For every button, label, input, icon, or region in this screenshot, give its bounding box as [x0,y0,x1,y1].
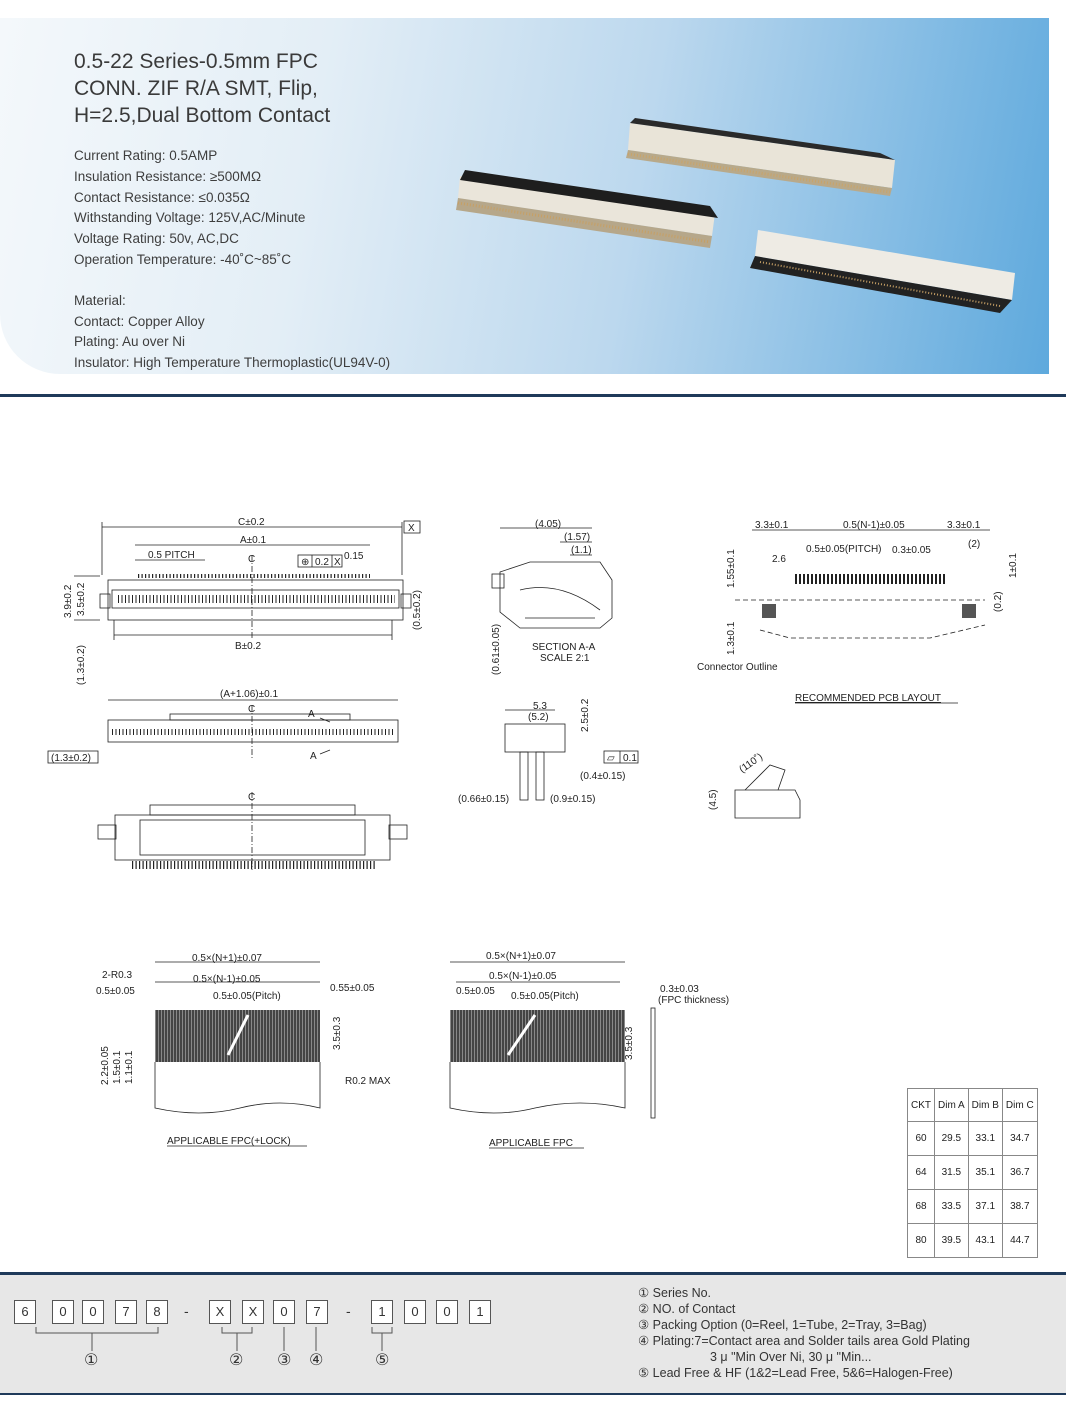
title-line: H=2.5,Dual Bottom Contact [74,104,331,127]
fpc-lock-h3: 1.5±0.1 [112,1050,123,1084]
fpc-lock-h4: 1.1±0.1 [124,1050,135,1084]
legend-item: ① Series No. [638,1286,712,1300]
fpc-lock-h1: 3.5±0.3 [332,1016,343,1050]
spec-insulation: Insulation Resistance: ≥500MΩ [74,168,262,184]
col-ckt: CKT [908,1089,935,1122]
fpc-lock-rmax: R0.2 MAX [345,1076,391,1087]
dim-35: 3.5±0.2 [76,582,87,616]
section-scale: SCALE 2:1 [540,653,590,664]
cell: 60 [908,1122,935,1156]
table-row [908,1190,1038,1224]
connector-outline-label: Connector Outline [697,662,778,673]
table-row [908,1224,1038,1258]
pn-digit: 0 [52,1300,74,1324]
dim-39: 3.9±0.2 [63,584,74,618]
fpc-lock-w1: 0.5×(N+1)±0.07 [192,953,262,964]
pn-dash: - [184,1303,189,1319]
pn-connectors [0,1275,620,1393]
circle-1: ① [84,1350,99,1369]
fpc-w2: 0.5×(N-1)±0.05 [489,971,557,982]
dim-157: (1.57) [564,532,591,543]
material-plating: Plating: Au over Ni [74,334,186,350]
centerline-label-3: C [248,792,256,803]
table-header [908,1089,1038,1122]
spec-withstanding: Withstanding Voltage: 125V,AC/Minute [74,210,306,226]
flip-height: (4.5) [708,789,719,810]
material-heading: Material: [74,292,126,308]
tol-position: ⊕ [301,557,310,568]
pcb-dim-26: 2.6 [772,554,786,565]
spec-list [74,146,390,374]
pcb-dim-05n1: 0.5(N-1)±0.05 [843,520,905,531]
legend-item: 3 μ "Min Over Ni, 30 μ "Min... [710,1350,872,1364]
cell: 64 [908,1156,935,1190]
fpc-h1: 3.5±0.3 [624,1026,635,1060]
legend-item: ② NO. of Contact [638,1302,736,1316]
fpc-w3: 0.5±0.05 [456,986,495,997]
connector-image [750,230,1015,313]
dim-pitch: 0.5 PITCH [148,550,195,561]
pn-digit: 1 [371,1300,393,1324]
pcb-dim-33a: 3.3±0.1 [755,520,789,531]
fpc-lock-w5: 0.5±0.05(Pitch) [213,991,281,1002]
dim-52: (5.2) [528,712,549,723]
bottom-view [98,792,407,870]
material-insulator: Insulator: High Temperature Thermoplastic(UL94V-0) [74,355,391,371]
dim-066: (0.66±0.15) [458,794,510,805]
part-number-code [0,1275,620,1393]
pn-digit: 6 [14,1300,36,1324]
cell: 38.7 [1002,1190,1037,1224]
top-view [63,517,423,685]
pn-digit: X [209,1300,231,1324]
pcb-dim-03: 0.3±0.05 [892,545,931,556]
dim-25: 2.5±0.2 [580,698,591,732]
fpc-title: APPLICABLE FPC [489,1138,573,1149]
pcb-dim-2: (2) [968,539,981,550]
title-line: 0.5-22 Series-0.5mm FPC [74,50,318,73]
cell: 37.1 [968,1190,1002,1224]
fpc-lock-h2: 2.2±0.05 [100,1046,111,1085]
header-banner [0,18,1049,374]
pn-digit: 8 [146,1300,168,1324]
section-view [491,519,612,675]
circle-3: ③ [277,1350,292,1369]
pn-digit: 0 [436,1300,458,1324]
side-view [48,689,398,764]
fpc-lock-w2: 0.5×(N-1)±0.05 [193,974,261,985]
spec-contact-resistance: Contact Resistance: ≤0.035Ω [74,189,250,205]
pcb-layout [697,520,1019,818]
section-mark-a-2: A [310,751,317,762]
fpc-drawing [450,951,729,1149]
dim-015: 0.15 [344,551,364,562]
cell: 33.5 [935,1190,969,1224]
centerline-label: C [248,554,256,565]
centerline-label-2: C [248,704,256,715]
dim-13: (1.3±0.2) [76,645,87,685]
title-line: CONN. ZIF R/A SMT, Flip, [74,77,318,100]
cell: 43.1 [968,1224,1002,1258]
fpc-w5: 0.5±0.05(Pitch) [511,991,579,1002]
connector-image [626,118,895,196]
cell: 68 [908,1190,935,1224]
col-dim-b: Dim B [968,1089,1002,1122]
cell: 34.7 [1002,1122,1037,1156]
material-contact: Contact: Copper Alloy [74,313,205,329]
spec-voltage: Voltage Rating: 50v, AC,DC [74,231,239,247]
legend-item: ④ Plating:7=Contact area and Solder tails area Gold Plating [638,1334,970,1348]
dim-13b: (1.3±0.2) [51,753,91,764]
cell: 35.1 [968,1156,1002,1190]
dim-c: C±0.2 [238,517,265,528]
pcb-dim-pitch: 0.5±0.05(PITCH) [806,544,882,555]
cell: 31.5 [935,1156,969,1190]
fpc-thk-label: (FPC thickness) [658,995,730,1006]
fpc-lock-w3: 0.5±0.05 [96,986,135,997]
section-divider [0,394,1066,397]
pn-digit: 0 [404,1300,426,1324]
part-number-footer [0,1272,1066,1395]
product-title [74,48,330,129]
part-number-legend [638,1285,970,1381]
dim-061: (0.61±0.05) [491,623,502,675]
pn-digit: 1 [469,1300,491,1324]
fpc-lock-drawing [96,953,391,1147]
col-dim-a: Dim A [935,1089,969,1122]
pn-digit: 0 [82,1300,104,1324]
tol-flat-val: 0.1 [623,753,637,764]
fpc-lock-title: APPLICABLE FPC(+LOCK) [167,1136,291,1147]
pcb-dim-155: 1.55±0.1 [726,549,737,588]
cell: 80 [908,1224,935,1258]
dim-05: (0.5±0.2) [412,590,423,630]
spec-temperature: Operation Temperature: -40˚C~85˚C [74,251,291,267]
connector-image [456,170,718,248]
pn-digit: 7 [306,1300,328,1324]
technical-drawing [0,500,1066,1180]
cell: 29.5 [935,1122,969,1156]
table-row [908,1122,1038,1156]
tol-flat: ⏥ [607,753,615,764]
dim-04: (0.4±0.15) [580,771,626,782]
legend-item: ⑤ Lead Free & HF (1&2=Lead Free, 5&6=Halogen-Free) [638,1366,953,1380]
fpc-lock-r: 2-R0.3 [102,970,133,981]
pn-digit: 7 [115,1300,137,1324]
tol-datum: X [334,557,341,568]
section-label: SECTION A-A [532,642,596,653]
spec-current: Current Rating: 0.5AMP [74,148,218,163]
cell: 36.7 [1002,1156,1037,1190]
connector-photo [440,118,1040,338]
side-profile [458,698,638,805]
fpc-thk: 0.3±0.03 [660,984,699,995]
legend-item: ③ Packing Option (0=Reel, 1=Tube, 2=Tray, 3=Bag) [638,1318,927,1332]
cell: 44.7 [1002,1224,1037,1258]
tol-value: 0.2 [315,557,329,568]
pcb-dim-33b: 3.3±0.1 [947,520,981,531]
pn-dash: - [346,1303,351,1319]
pcb-layout-title: RECOMMENDED PCB LAYOUT [795,693,941,704]
pcb-dim-02: (0.2) [993,591,1004,612]
circle-2: ② [229,1350,244,1369]
circle-4: ④ [309,1350,324,1369]
fpc-lock-w4: 0.55±0.05 [330,983,375,994]
pcb-dim-1: 1±0.1 [1008,553,1019,578]
circle-5: ⑤ [375,1350,390,1369]
dim-a106: (A+1.06)±0.1 [220,689,279,700]
fpc-w1: 0.5×(N+1)±0.07 [486,951,556,962]
dim-11: (1.1) [571,545,592,556]
datum-x: X [408,523,415,534]
flip-angle: (110˚) [737,751,765,776]
dimension-table [907,1088,1038,1258]
cell: 33.1 [968,1122,1002,1156]
pn-digit: X [242,1300,264,1324]
pn-digit: 0 [273,1300,295,1324]
section-mark-a: A [308,709,315,720]
dim-a: A±0.1 [240,535,267,546]
dim-53: 5.3 [533,701,547,712]
pcb-dim-13: 1.3±0.1 [726,621,737,655]
dim-405: (4.05) [535,519,562,530]
dim-09: (0.9±0.15) [550,794,596,805]
cell: 39.5 [935,1224,969,1258]
col-dim-c: Dim C [1002,1089,1037,1122]
dim-b: B±0.2 [235,641,262,652]
table-row [908,1156,1038,1190]
